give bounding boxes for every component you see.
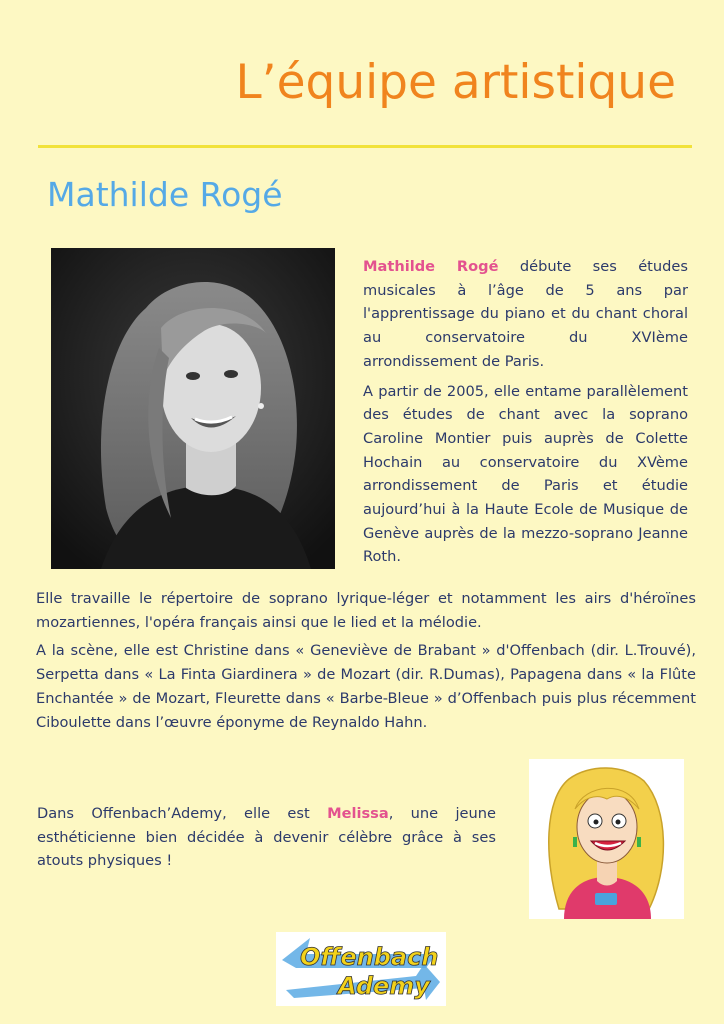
artist-name-highlight: Mathilde Rogé (363, 258, 499, 275)
role-text-after: , une jeune esthéticienne bien décidée à devenir célèbre grâce à ses atouts physiques ! (37, 805, 496, 870)
bio-paragraph-4: A la scène, elle est Christine dans « Geneviève de Brabant » d'Offenbach (dir. L.Trouvé), Serpetta dans « La Finta Giardinera » de Mozart (dir. R.Dumas), Papagena dans « la Flûte Enchantée » de Mozart, Fleurette dans « Barbe-Bleue » d’Offenbach puis plus récemment Ciboulette dans l’œuvre éponyme de Reynaldo Hahn. (36, 642, 696, 731)
title-divider (38, 145, 692, 148)
bio-paragraph-2: A partir de 2005, elle entame parallèlement des études de chant avec la soprano Caroline Montier puis auprès de Colette Hochain au conservatoire du XVème arrondissement de Paris et étudie aujourd’hui à la Haute Ecole de Musique de Genève auprès de la mezzo-soprano Jeanne Roth. (363, 382, 688, 566)
page-title: L’équipe artistique (235, 55, 676, 110)
character-cartoon-illustration (529, 759, 684, 919)
bio-intro-column (363, 255, 688, 569)
role-text-before: Dans Offenbach’Ademy, elle est (37, 805, 328, 822)
portrait-photo (51, 248, 335, 569)
logo-line-1: Offenbach (300, 943, 439, 971)
bio-paragraph-3: Elle travaille le répertoire de soprano lyrique-léger et notamment les airs d'héroïnes mozartiennes, l'opéra français ainsi que le lied et la mélodie. (36, 590, 696, 631)
logo-line-2: Ademy (338, 972, 430, 1000)
bio-paragraph-1-text: débute ses études musicales à l’âge de 5 ans par l'apprentissage du piano et du chant choral au conservatoire du XVIème arrondissement de Paris. (363, 258, 688, 370)
role-name-highlight: Melissa (327, 805, 389, 822)
bio-career-section (36, 587, 696, 734)
role-description (37, 802, 496, 873)
bio-paragraph-1 (363, 255, 688, 374)
artist-name-heading: Mathilde Rogé (47, 175, 283, 214)
role-paragraph (37, 802, 496, 873)
offenbach-ademy-logo (276, 932, 446, 1006)
